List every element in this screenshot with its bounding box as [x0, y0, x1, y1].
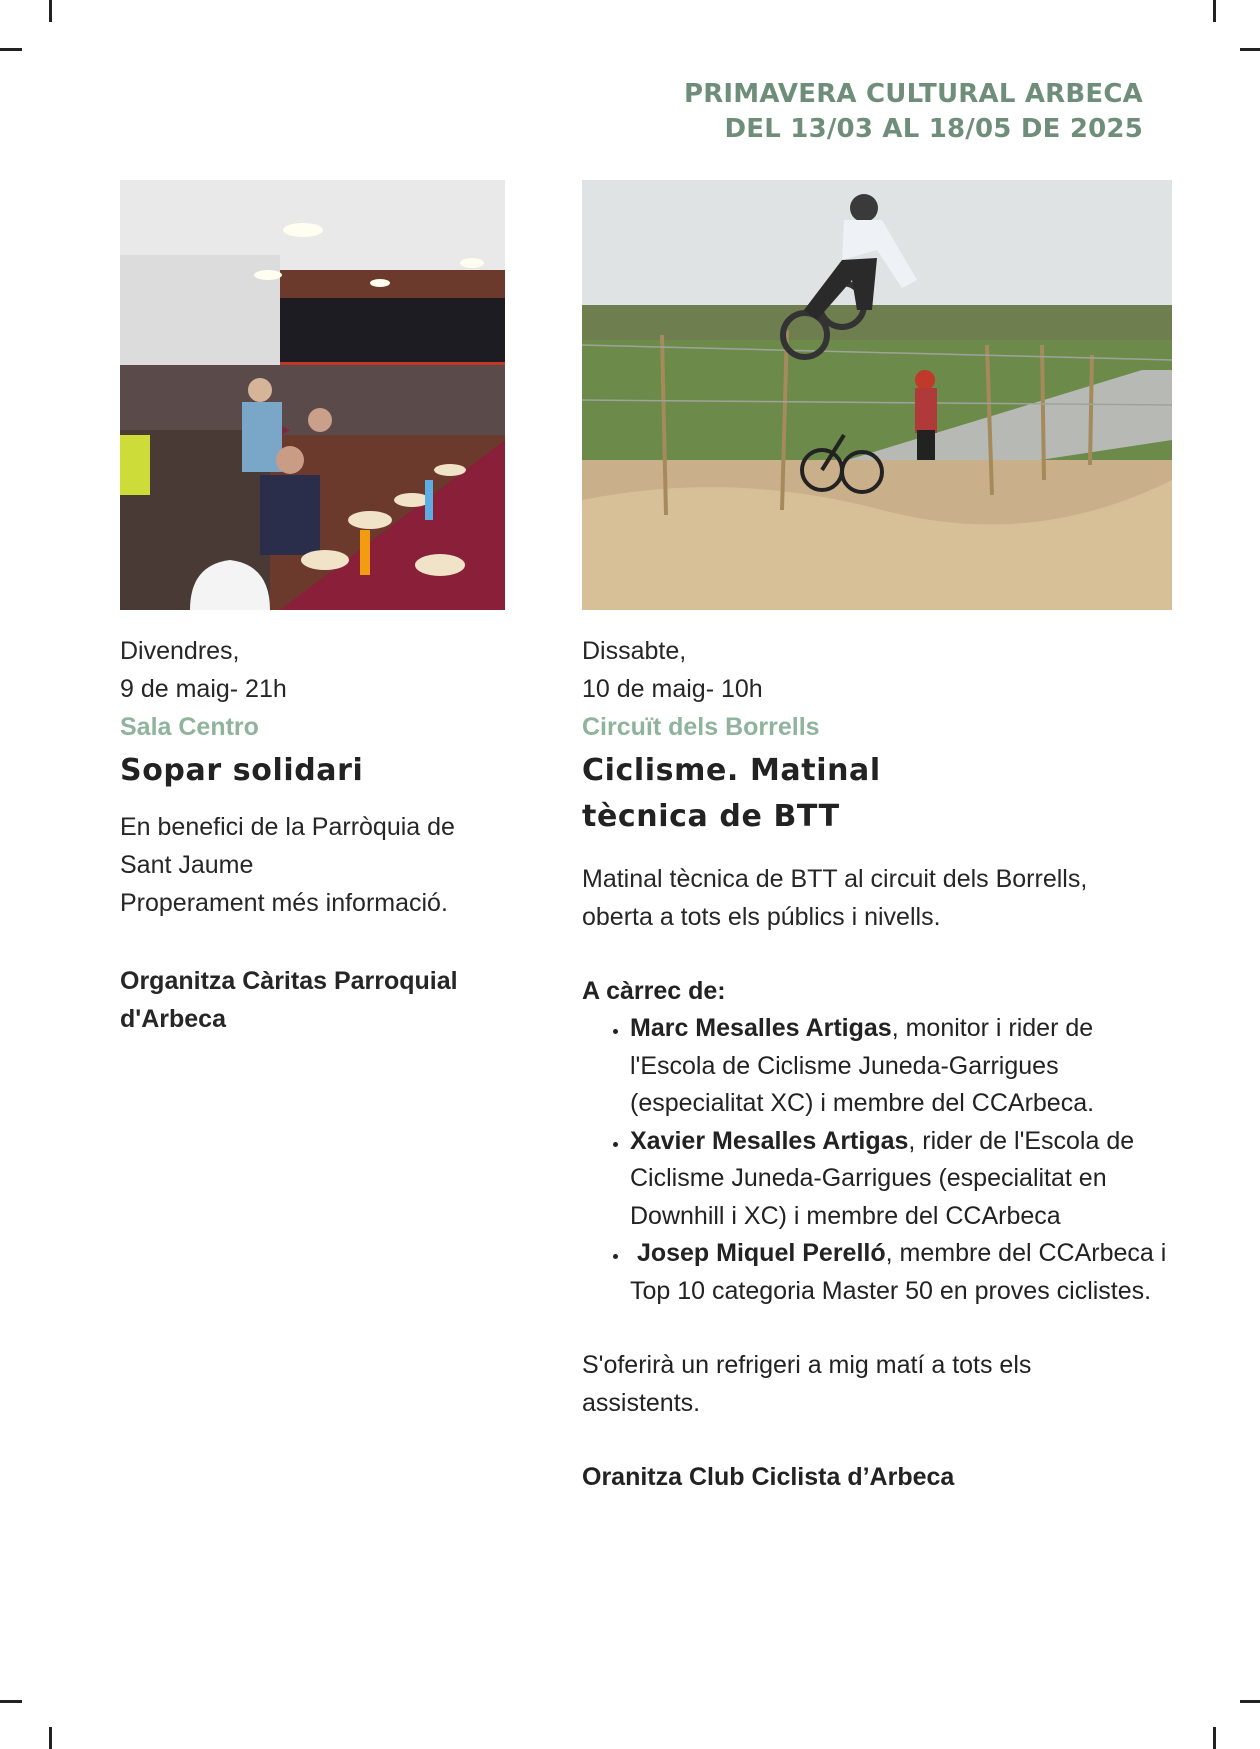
event-organizer: Oranitza Club Ciclista d’Arbeca — [582, 1463, 955, 1491]
person-name: Xavier Mesalles Artigas — [630, 1126, 909, 1155]
bmx-jump-photo — [582, 180, 1172, 610]
event-day: Divendres, — [120, 637, 240, 665]
person-description: , membre del CCArbeca i Top 10 categoria Master 50 en proves ciclistes. — [630, 1239, 1167, 1305]
instructors-label: A càrrec de: — [582, 977, 726, 1005]
event-title: Sopar solidari — [120, 753, 364, 788]
person-name: Josep Miquel Perelló — [630, 1239, 886, 1267]
event-datetime: 9 de maig- 21h — [120, 675, 287, 703]
note-line: S'oferirà un refrigeri a mig matí a tots els — [582, 1351, 1032, 1379]
crop-mark — [1240, 48, 1260, 51]
organizer-line: Organitza Càritas Parroquial — [120, 967, 458, 995]
crop-mark — [49, 0, 52, 22]
page-header — [684, 77, 1143, 147]
list-item — [630, 1010, 1172, 1123]
description-line: Matinal tècnica de BTT al circuit dels Borrells, — [582, 865, 1088, 893]
title-line: tècnica de BTT — [582, 799, 840, 834]
organizer-line: d'Arbeca — [120, 1005, 226, 1033]
event-venue: Sala Centro — [120, 713, 259, 741]
description-line: En benefici de la Parròquia de — [120, 813, 455, 841]
list-item — [630, 1123, 1172, 1236]
event-datetime: 10 de maig- 10h — [582, 675, 763, 703]
header-title: PRIMAVERA CULTURAL ARBECA — [683, 79, 1143, 109]
crop-mark — [49, 1727, 52, 1749]
crop-mark — [1240, 1700, 1260, 1703]
instructors-list — [582, 1010, 1172, 1310]
note-line: assistents. — [582, 1389, 701, 1417]
event-organizer — [120, 962, 505, 1038]
title-line: Ciclisme. Matinal — [582, 753, 881, 788]
description-line: oberta a tots els públics i nivells. — [582, 903, 941, 931]
list-item — [630, 1235, 1172, 1310]
person-description: , rider de l'Escola de Ciclisme Juneda-Garrigues (especialitat en Downhill i XC) i membre del CCArbeca — [630, 1126, 1135, 1230]
event-description — [120, 808, 505, 922]
person-description: , monitor i rider de l'Escola de Ciclisme Juneda-Garrigues (especialitat XC) i membre del CCArbeca. — [630, 1014, 1095, 1117]
person-name: Marc Mesalles Artigas — [630, 1014, 892, 1042]
event-day: Dissabte, — [582, 637, 687, 665]
description-line: Sant Jaume — [120, 851, 254, 879]
event-sopar-solidari — [120, 180, 505, 1038]
event-description — [582, 860, 1172, 936]
header-dates: DEL 13/03 AL 18/05 DE 2025 — [724, 114, 1143, 144]
refreshment-note — [582, 1346, 1172, 1422]
crop-mark — [0, 48, 22, 51]
dinner-photo — [120, 180, 505, 610]
crop-mark — [1213, 0, 1216, 22]
event-title — [582, 748, 1172, 840]
event-venue: Circuït dels Borrells — [582, 713, 820, 741]
crop-mark — [1213, 1727, 1216, 1749]
event-ciclisme-btt — [582, 180, 1172, 1496]
crop-mark — [0, 1700, 22, 1703]
description-line: Properament més informació. — [120, 889, 448, 917]
